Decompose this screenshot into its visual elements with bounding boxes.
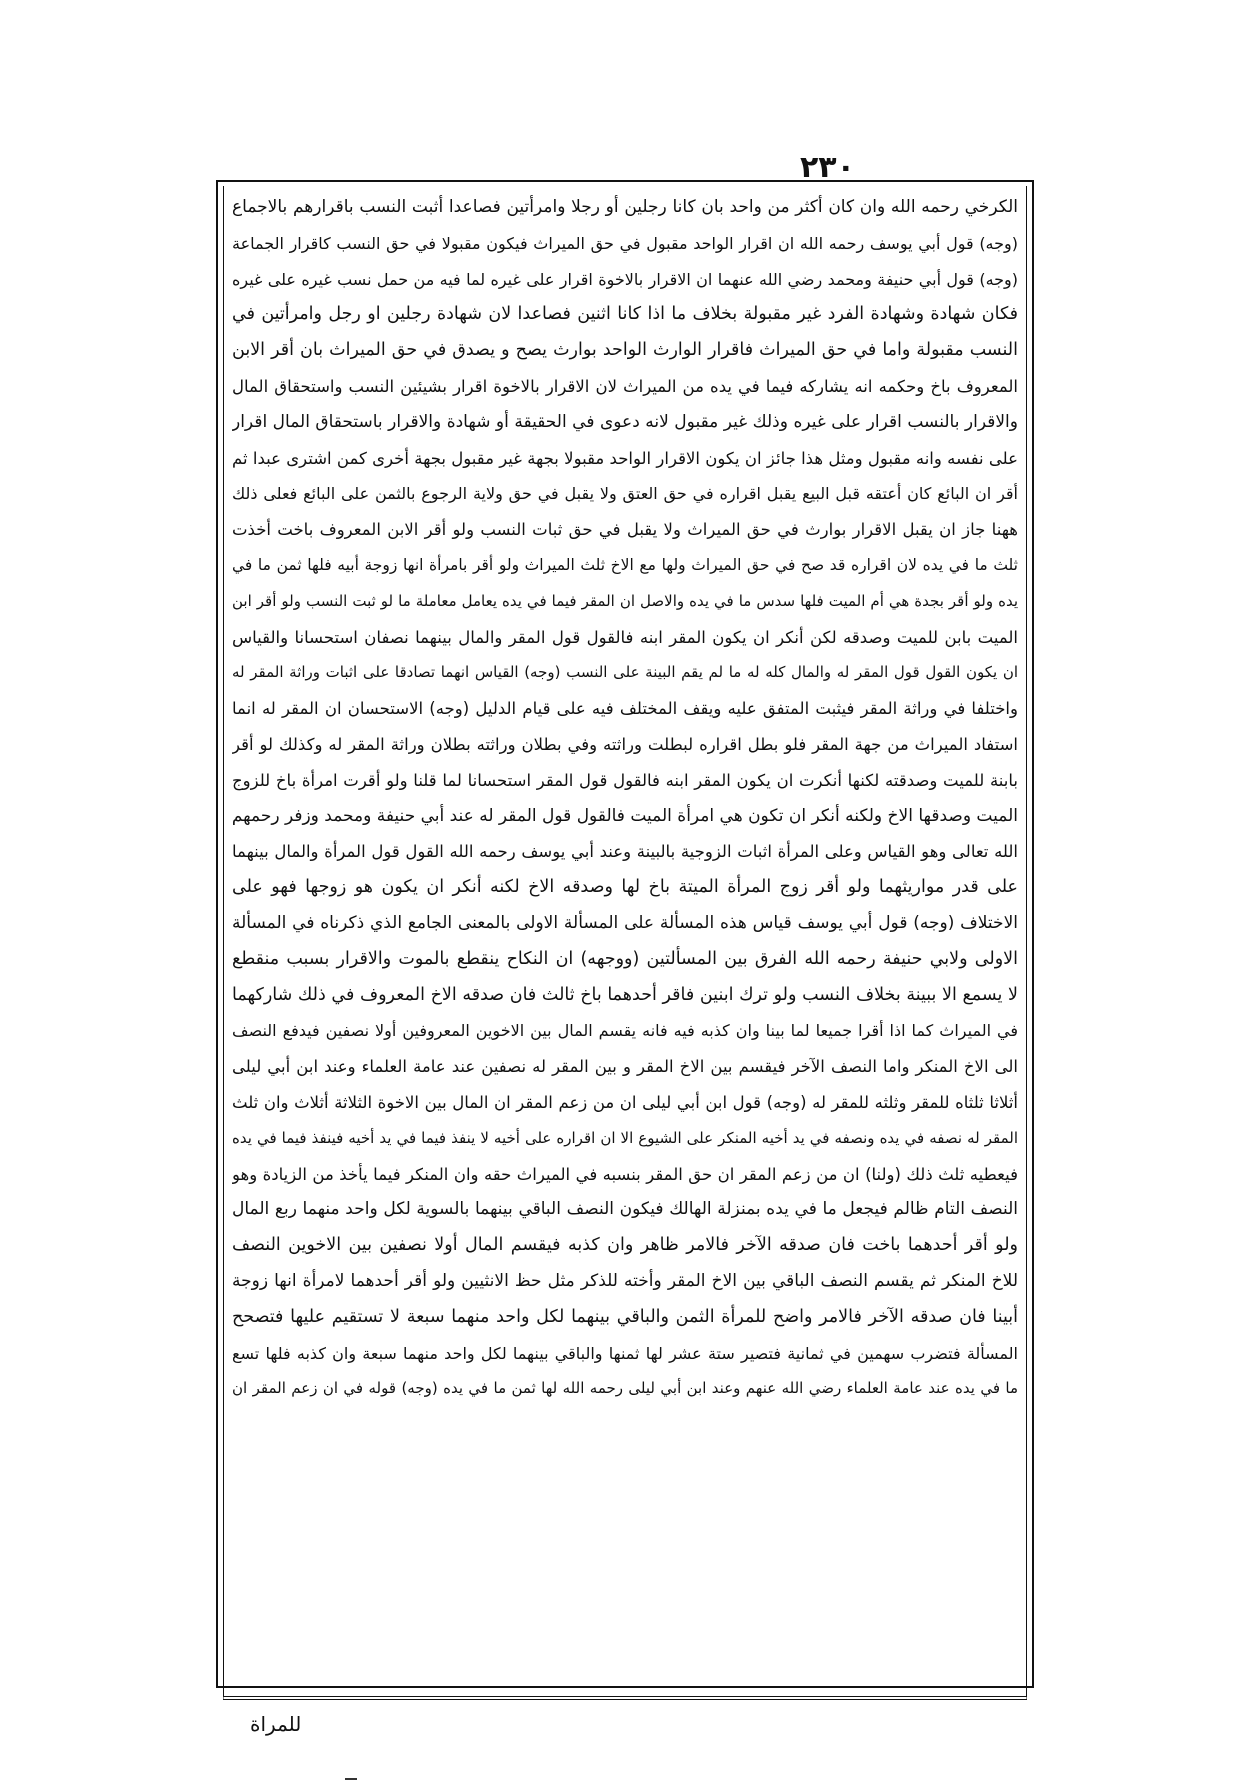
text-line: ما في يده عند عامة العلماء رضي الله عنهم وعند ابن أبي ليلى رحمه الله لها ثمن ما في يده (وجه) قوله في ان زعم المقر ان [232, 1379, 1018, 1398]
text-line: الى الاخ المنكر واما النصف الآخر فيقسم بين الاخ المقر و بين المقر له نصفين عند عامة العلماء وعند ابن أبي ليلى [232, 1057, 1018, 1077]
text-line: ان يكون القول قول المقر له والمال كله له ما لم يقم البينة على النسب (وجه) القياس انهما تصادقا على اثبات وراثة المقر له [232, 663, 1018, 682]
text-line: واختلفا في وراثة المقر فيثبت المتفق عليه ويقف المختلف فيه على قيام الدليل (وجه) الاستحسان ان المقر له انما [232, 699, 1018, 719]
text-line: ولو أقر أحدهما باخت فان صدقه الآخر فالامر ظاهر وان كذبه فيقسم المال أولا نصفين بين الاخوين النصف [232, 1235, 1018, 1256]
text-line: ههنا جاز ان يقبل الاقرار بوارث في حق الميراث ولا يقبل في حق ثبات النسب ولو أقر الابن المعروف باخت أخذت [232, 520, 1018, 540]
text-line: أبينا فان صدقه الآخر فالامر واضح للمرأة الثمن والباقي بينهما لكل واحد منهما سبعة لا تستقيم عليها فتصحح [232, 1306, 1018, 1327]
page-number: ٢٣٠ [800, 150, 855, 185]
text-line: على قدر مواريثهما ولو أقر زوج المرأة الميتة باخ لها وصدقه الاخ لكنه أنكر ان يكون هو زوجها فهو على [232, 877, 1018, 898]
text-line: أقر ان البائع كان أعتقه قبل البيع يقبل اقراره في حق العتق ولا يقبل في حق ولاية الرجوع بالثمن على البائع فعلى ذلك [232, 484, 1018, 504]
text-line: الكرخي رحمه الله وان كان أكثر من واحد بان كانا رجلين أو رجلا وامرأتين فصاعدا أثبت النسب باقرارهم بالاجماع [232, 197, 1018, 217]
text-line: في الميراث كما اذا أقرا جميعا لما بينا وان كذبه فيه فانه يقسم المال بين الاخوين المعروفين أولا نصفين فيدفع النصف [232, 1021, 1018, 1041]
text-line: بابنة للميت وصدقته لكنها أنكرت ان يكون المقر ابنه فالقول قول المقر استحسانا لما قلنا ولو أقرت امرأة باخ للزوج [232, 770, 1018, 790]
text-line: المقر له نصفه في يده ونصفه في يد أخيه المنكر على الشيوع الا ان اقراره على أخيه لا ينفذ فيما في يد أخيه فينفذ فيما في يده [232, 1128, 1018, 1147]
text-line: الاولى ولابي حنيفة رحمه الله الفرق بين المسألتين (ووجهه) ان النكاح ينقطع بالموت والاقرار بسبب منقطع [232, 948, 1018, 969]
text-line: الميت بابن للميت وصدقه لكن أنكر ان يكون المقر ابنه فالقول قول المقر والمال بينهما نصفان استحسانا والقياس [232, 627, 1018, 647]
text-line: استفاد الميراث من جهة المقر فلو بطل اقراره لبطلت وراثته وفي بطلان وراثته بطلان وراثة المقر له وكذلك لو أقر [232, 734, 1018, 754]
text-line: (وجه) قول أبي حنيفة ومحمد رضي الله عنهما ان الاقرار بالاخوة اقرار على غيره لما فيه من حمل نسب غيره على غيره [232, 269, 1018, 289]
text-line: أثلاثا ثلثاه للمقر وثلثه للمقر له (وجه) قول ابن أبي ليلى ان من زعم المقر ان المال بين الاخوة الثلاثة أثلاث وان ثلث [232, 1092, 1018, 1112]
text-line: المعروف باخ وحكمه انه يشاركه فيما في يده من الميراث لان الاقرار بالاخوة اقرار بشيئين النسب واستحقاق المال [232, 376, 1018, 396]
text-line: (وجه) قول أبي يوسف رحمه الله ان اقرار الواحد مقبول في حق الميراث فيكون مقبولا في حق النسب كاقرار الجماعة [232, 233, 1018, 253]
text-block [232, 190, 1018, 1407]
text-line: الله تعالى وهو القياس وعلى المرأة اثبات الزوجية بالبينة وعند أبي يوسف رحمه الله القول قول المرأة والمال بينهما [232, 842, 1018, 862]
text-line: المسألة فتضرب سهمين في ثمانية فتصير ستة عشر لها ثمنها والباقي بينهما لكل واحد منهما سبعة وان كذبه فلها تسع [232, 1343, 1018, 1363]
text-line: يده ولو أقر بجدة هي أم الميت فلها سدس ما في يده والاصل ان المقر فيما في يده يعامل معاملة ما لو ثبت النسب ولو أقر ابن [232, 591, 1018, 610]
text-line: ثلث ما في يده لان اقراره قد صح في حق الميراث ولها مع الاخ ثلث الميراث ولو أقر بامرأة انها زوجة أبيه فلها ثمن ما في [232, 555, 1018, 574]
text-frame [216, 180, 1034, 1688]
text-line: والاقرار بالنسب اقرار على غيره وذلك غير مقبول لانه دعوى في الحقيقة أو شهادة والاقرار باستحقاق المال اقرار [232, 411, 1018, 432]
text-line: الميت وصدقها الاخ ولكنه أنكر ان تكون هي امرأة الميت فالقول قول المقر له عند أبي حنيفة ومحمد وزفر رحمهم [232, 805, 1018, 826]
catchword: للمراة [250, 1712, 302, 1736]
text-line: لا يسمع الا ببينة بخلاف النسب ولو ترك ابنين فاقر أحدهما باخ ثالث فان صدقه الاخ المعروف في ذلك شاركهما [232, 984, 1018, 1005]
text-line: النسب مقبولة واما في حق الميراث فاقرار الوارث الواحد بوارث يصح و يصدق في حق الميراث بان أقر الابن [232, 340, 1018, 361]
text-line: الاختلاف (وجه) قول أبي يوسف قياس هذه المسألة على المسألة الاولى بالمعنى الجامع الذي ذكرناه في المسألة [232, 912, 1018, 933]
text-line: فكان شهادة وشهادة الفرد غير مقبولة بخلاف ما اذا كانا اثنين فصاعدا لان شهادة رجلين او رجل وامرأتين في [232, 304, 1018, 325]
text-line: فيعطيه ثلث ذلك (ولنا) ان من زعم المقر ان حق المقر بنسبه في الميراث حقه وان المنكر فيما يأخذ من الزيادة وهو [232, 1164, 1018, 1184]
text-line: للاخ المنكر ثم يقسم النصف الباقي بين الاخ المقر وأخته للذكر مثل حظ الانثيين ولو أقر أحدهما لامرأة انها زوجة [232, 1270, 1018, 1291]
text-line: على نفسه وانه مقبول ومثل هذا جائز ان يكون الاقرار الواحد مقبولا بجهة غير مقبول بجهة أخرى كمن اشترى عبدا ثم [232, 448, 1018, 468]
text-line: النصف التام ظالم فيجعل ما في يده بمنزلة الهالك فيكون النصف الباقي بينهما بالسوية لكل واحد منهما ربع المال [232, 1199, 1018, 1220]
